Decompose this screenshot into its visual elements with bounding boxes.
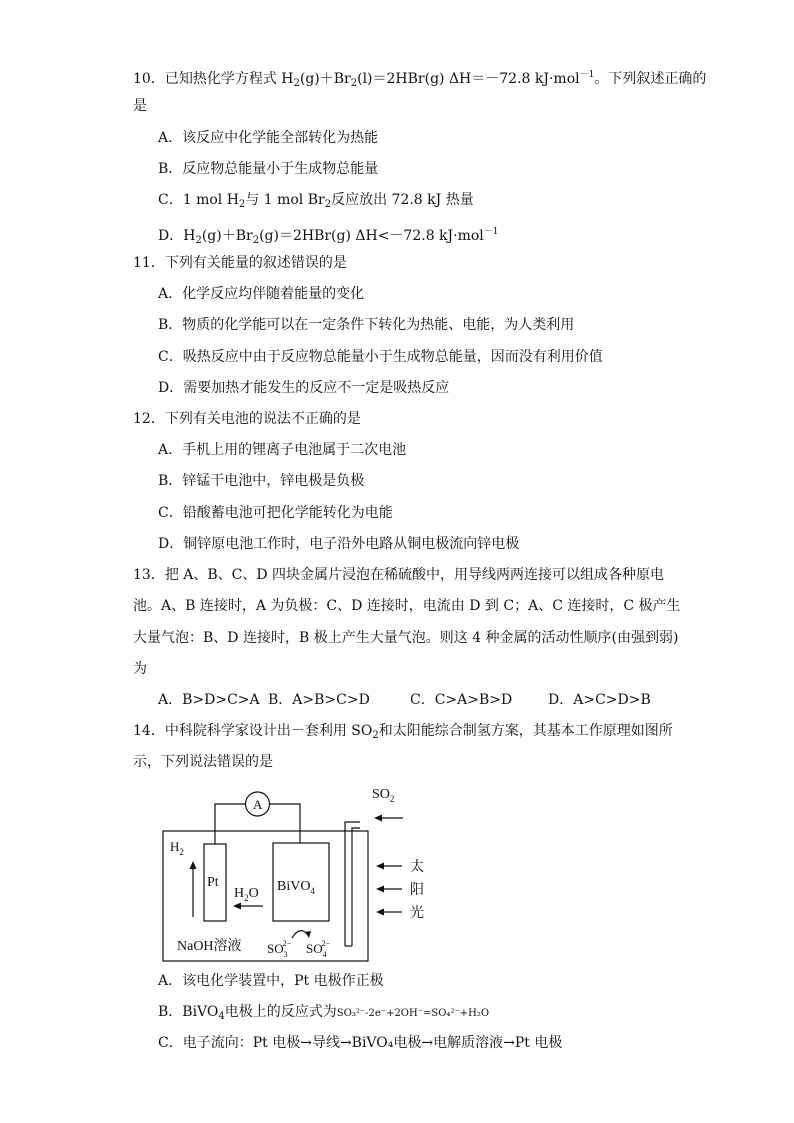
ammeter-label: A xyxy=(253,797,263,812)
q12-option-c: C．铅酸蓄电池可把化学能转化为电能 xyxy=(158,505,393,521)
q11-option-c: C．吸热反应中由于反应物总能量小于生成物总能量，因而没有利用价值 xyxy=(158,349,603,365)
pt-label: Pt xyxy=(207,875,219,890)
q10-option-d: D．$H_2(g)+Br_2(g)=2HBr(g)$ ΔH<－72.8 kJ·mol$^{-1}$ xyxy=(158,227,499,246)
q14-option-a: A．该电化学装置中，Pt 电极作正极 xyxy=(158,973,384,989)
q11-option-b: B．物质的化学能可以在一定条件下转化为热能、电能，为人类利用 xyxy=(158,317,575,333)
q13-stem-line4: 为 xyxy=(133,661,147,677)
q12-option-b: B．锌锰干电池中，锌电极是负极 xyxy=(158,473,365,489)
q12-option-a: A．手机上用的锂离子电池属于二次电池 xyxy=(158,442,407,458)
q14-stem-line2: 示，下列说法错误的是 xyxy=(133,754,273,770)
naoh-label: NaOH溶液 xyxy=(177,939,242,954)
q10-stem-cont: 是 xyxy=(133,98,147,114)
q14-option-c: C．电子流向：Pt 电极→导线→BiVO₄电极→电解质溶液→Pt 电极 xyxy=(158,1035,563,1051)
q13-option-b: B．A>B>C>D xyxy=(268,692,370,708)
electrochemical-cell-diagram xyxy=(130,775,424,965)
q13-stem-line3: 大量气泡：B、D 连接时，B 极上产生大量气泡。则这 4 种金属的活动性顺序(由强到弱) xyxy=(133,630,679,646)
h2-label: $H_2$ xyxy=(170,839,184,857)
bivo4-label: BiVO$_4$ xyxy=(277,879,315,896)
q10-option-c: C．1 mol $H_2$与 1 mol $Br_2$反应放出 72.8 kJ 热量 xyxy=(158,192,474,210)
q11-stem: 11．下列有关能量的叙述错误的是 xyxy=(133,255,347,271)
q13-stem-line2: 池。A、B 连接时，A 为负极：C、D 连接时，电流由 D 到 C；A、C 连接时，C 极产生 xyxy=(133,598,681,614)
q13-option-c: C．C>A>B>D xyxy=(410,692,513,708)
q10-option-a: A．该反应中化学能全部转化为热能 xyxy=(158,130,379,146)
q12-option-d: D．铜锌原电池工作时，电子沿外电路从铜电极流向锌电极 xyxy=(158,536,520,552)
wire-left xyxy=(215,804,245,844)
so2-label: $SO_2$ xyxy=(372,787,395,804)
so3-label: $SO_32-$ xyxy=(267,939,292,959)
q10-stem: 10．已知热化学方程式 $H_2(g)+Br_2(l)=2HBr(g)$ ΔH＝－72.8 kJ·mol$^{-1}$。下列叙述正确的 xyxy=(133,70,707,89)
so3-to-so4-arrow xyxy=(292,931,308,938)
so4-label: $SO_42-$ xyxy=(306,939,331,959)
h2o-label: $H_2O$ xyxy=(234,886,259,903)
sunlight-label-3: 光 xyxy=(410,906,424,921)
q13-stem-line1: 13．把 A、B、C、D 四块金属片浸泡在稀硫酸中，用导线两两连接可以组成各种原电 xyxy=(133,567,665,583)
q11-option-a: A．化学反应均伴随着能量的变化 xyxy=(158,286,365,302)
q13-option-a: A．B>D>C>A xyxy=(158,692,260,708)
q11-option-d: D．需要加热才能发生的反应不一定是吸热反应 xyxy=(158,380,450,396)
q13-option-d: D．A>C>D>B xyxy=(548,692,651,708)
sunlight-label-1: 太 xyxy=(410,860,424,875)
q10-option-b: B．反应物总能量小于生成物总能量 xyxy=(158,161,379,177)
sunlight-label-2: 阳 xyxy=(410,883,424,898)
q12-stem: 12．下列有关电池的说法不正确的是 xyxy=(133,411,361,427)
q14-option-b: B．BiVO$_4$电极上的反应式为SO₃²⁻-2e⁻+2OH⁻=SO₄²⁻+H₂O xyxy=(158,1004,490,1022)
so2-tube-inner xyxy=(352,828,360,946)
q14-stem-line1: 14．中科院科学家设计出－套利用 $SO_2$和太阳能综合制氢方案，其基本工作原理如图所 xyxy=(133,723,673,741)
wire-right xyxy=(270,804,300,843)
